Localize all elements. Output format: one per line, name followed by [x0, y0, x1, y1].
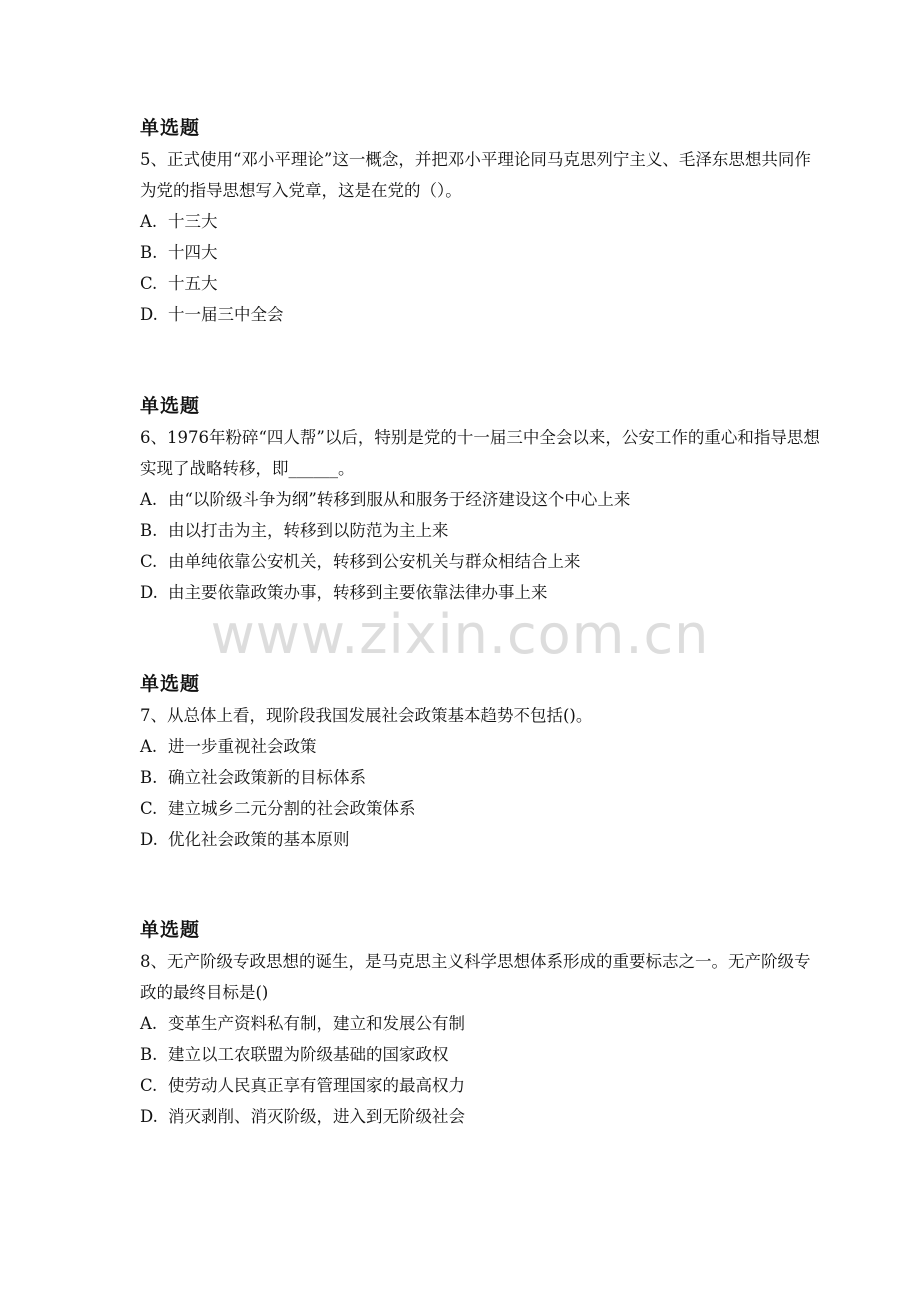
option-b: [140, 762, 820, 793]
option-d: [140, 577, 820, 608]
option-letter: B.: [140, 768, 158, 787]
option-letter: C.: [140, 552, 158, 571]
option-text: 优化社会政策的基本原则: [168, 830, 350, 849]
option-letter: B.: [140, 1045, 158, 1064]
question-type-label: 单选题: [140, 919, 201, 941]
option-text: 确立社会政策新的目标体系: [168, 768, 366, 787]
option-text: 消灭剥削、消灭阶级，进入到无阶级社会: [168, 1107, 465, 1126]
option-letter: B.: [140, 521, 158, 540]
question-stem: 6、1976年粉碎“四人帮”以后，特别是党的十一届三中全会以来，公安工作的重心和指导思想实现了战略转移，即______。: [140, 428, 820, 478]
question-stem: 7、从总体上看，现阶段我国发展社会政策基本趋势不包括()。: [140, 706, 593, 725]
option-a: [140, 731, 820, 762]
question-type-label: 单选题: [140, 395, 201, 417]
question-type-label: 单选题: [140, 117, 201, 139]
question-stem: 8、无产阶级专政思想的诞生，是马克思主义科学思想体系形成的重要标志之一。无产阶级专政的最终目标是(): [140, 952, 811, 1002]
option-a: [140, 206, 820, 237]
question-5: [140, 116, 820, 330]
option-text: 十一届三中全会: [168, 305, 284, 324]
option-text: 建立城乡二元分割的社会政策体系: [168, 799, 416, 818]
option-letter: D.: [140, 583, 158, 602]
option-d: [140, 299, 820, 330]
option-text: 进一步重视社会政策: [168, 737, 317, 756]
option-letter: C.: [140, 799, 158, 818]
option-text: 变革生产资料私有制，建立和发展公有制: [168, 1014, 465, 1033]
question-7: [140, 672, 820, 855]
option-letter: D.: [140, 305, 158, 324]
option-b: [140, 237, 820, 268]
watermark: www.zixin.com.cn: [210, 603, 710, 666]
option-letter: A.: [140, 737, 158, 756]
question-stem: 5、正式使用“邓小平理论”这一概念，并把邓小平理论同马克思列宁主义、毛泽东思想共同作为党的指导思想写入党章，这是在党的（）。: [140, 150, 811, 200]
option-c: [140, 793, 820, 824]
option-a: [140, 1008, 820, 1039]
option-letter: A.: [140, 212, 158, 231]
option-text: 由以打击为主，转移到以防范为主上来: [168, 521, 449, 540]
option-letter: C.: [140, 274, 158, 293]
option-text: 建立以工农联盟为阶级基础的国家政权: [168, 1045, 449, 1064]
option-d: [140, 824, 820, 855]
option-letter: C.: [140, 1076, 158, 1095]
option-text: 由“以阶级斗争为纲”转移到服从和服务于经济建设这个中心上来: [168, 490, 631, 509]
option-letter: A.: [140, 1014, 158, 1033]
option-d: [140, 1101, 820, 1132]
question-type-label: 单选题: [140, 673, 201, 695]
option-letter: D.: [140, 1107, 158, 1126]
option-c: [140, 268, 820, 299]
option-b: [140, 1039, 820, 1070]
option-c: [140, 1070, 820, 1101]
option-a: [140, 484, 820, 515]
option-letter: B.: [140, 243, 158, 262]
option-letter: A.: [140, 490, 158, 509]
option-text: 十三大: [168, 212, 218, 231]
option-text: 由主要依靠政策办事，转移到主要依靠法律办事上来: [168, 583, 548, 602]
question-8: [140, 918, 820, 1132]
option-b: [140, 515, 820, 546]
option-text: 十五大: [168, 274, 218, 293]
option-text: 由单纯依靠公安机关，转移到公安机关与群众相结合上来: [168, 552, 581, 571]
option-text: 使劳动人民真正享有管理国家的最高权力: [168, 1076, 465, 1095]
question-6: [140, 394, 820, 608]
option-c: [140, 546, 820, 577]
option-text: 十四大: [168, 243, 218, 262]
option-letter: D.: [140, 830, 158, 849]
